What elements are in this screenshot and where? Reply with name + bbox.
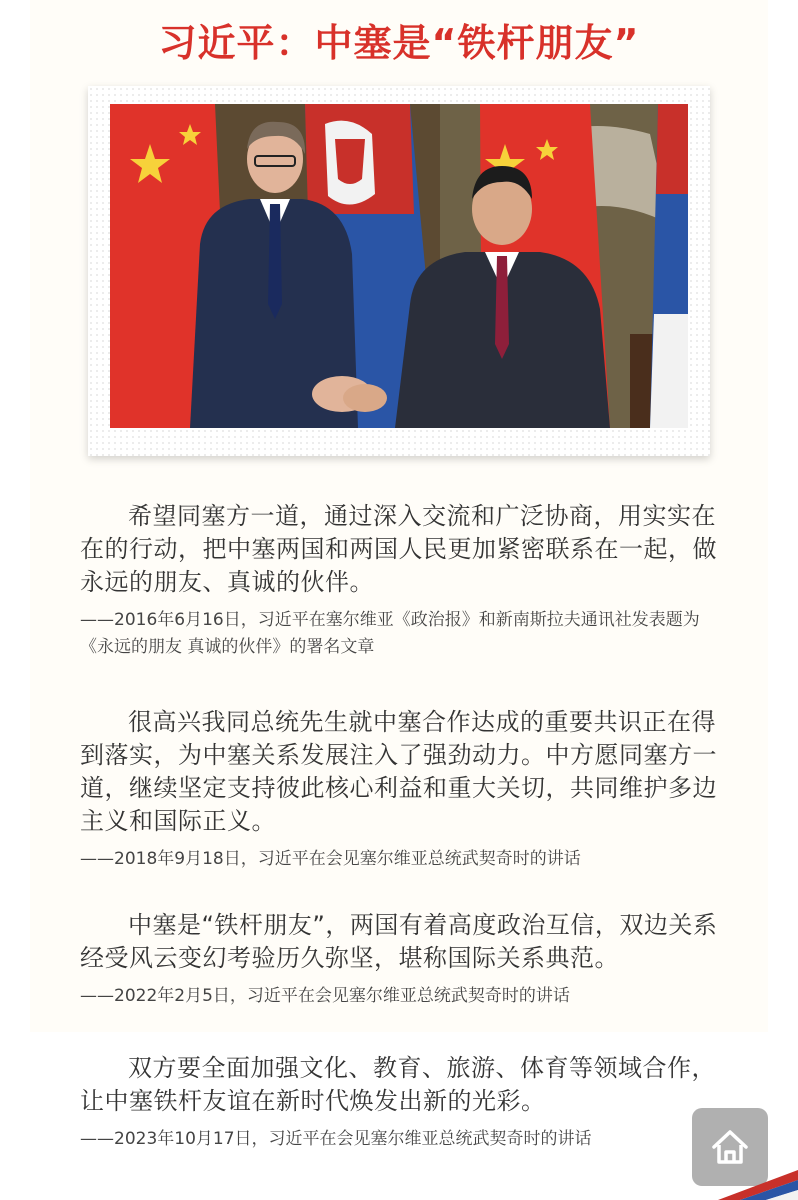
- quote-source: ——2018年9月18日，习近平在会见塞尔维亚总统武契奇时的讲话: [80, 849, 581, 869]
- quote-block-4: [80, 1052, 730, 1153]
- handshake-photo: [110, 104, 688, 428]
- quote-source: ——2023年10月17日，习近平在会见塞尔维亚总统武契奇时的讲话: [80, 1129, 592, 1149]
- corner-flag-ribbon: [678, 1170, 798, 1200]
- quote-block-2: [80, 706, 730, 873]
- quote-source: ——2022年2月5日，习近平在会见塞尔维亚总统武契奇时的讲话: [80, 986, 570, 1006]
- quote-text: 希望同塞方一道，通过深入交流和广泛协商，用实实在在的行动，把中塞两国和两国人民更加紧密联系在一起，做永远的朋友、真诚的伙伴。: [80, 502, 717, 596]
- photo-frame: [88, 86, 710, 456]
- home-icon: [708, 1125, 752, 1169]
- quote-text: 双方要全面加强文化、教育、旅游、体育等领域合作，让中塞铁杆友谊在新时代焕发出新的光彩。: [80, 1054, 716, 1115]
- article-title: 习近平：中塞是“铁杆朋友”: [158, 21, 640, 65]
- quote-block-1: [80, 500, 730, 661]
- quote-text: 很高兴我同总统先生就中塞合作达成的重要共识正在得到落实，为中塞关系发展注入了强劲动力。中方愿同塞方一道，继续坚定支持彼此核心利益和重大关切，共同维护多边主义和国际正义。: [80, 708, 717, 835]
- quote-text: 中塞是“铁杆朋友”，两国有着高度政治互信，双边关系经受风云变幻考验历久弥坚，堪称国际关系典范。: [80, 911, 718, 972]
- quote-source: ——2016年6月16日，习近平在塞尔维亚《政治报》和新南斯拉夫通讯社发表题为《永远的朋友 真诚的伙伴》的署名文章: [80, 610, 700, 657]
- quote-block-3: [80, 909, 730, 1010]
